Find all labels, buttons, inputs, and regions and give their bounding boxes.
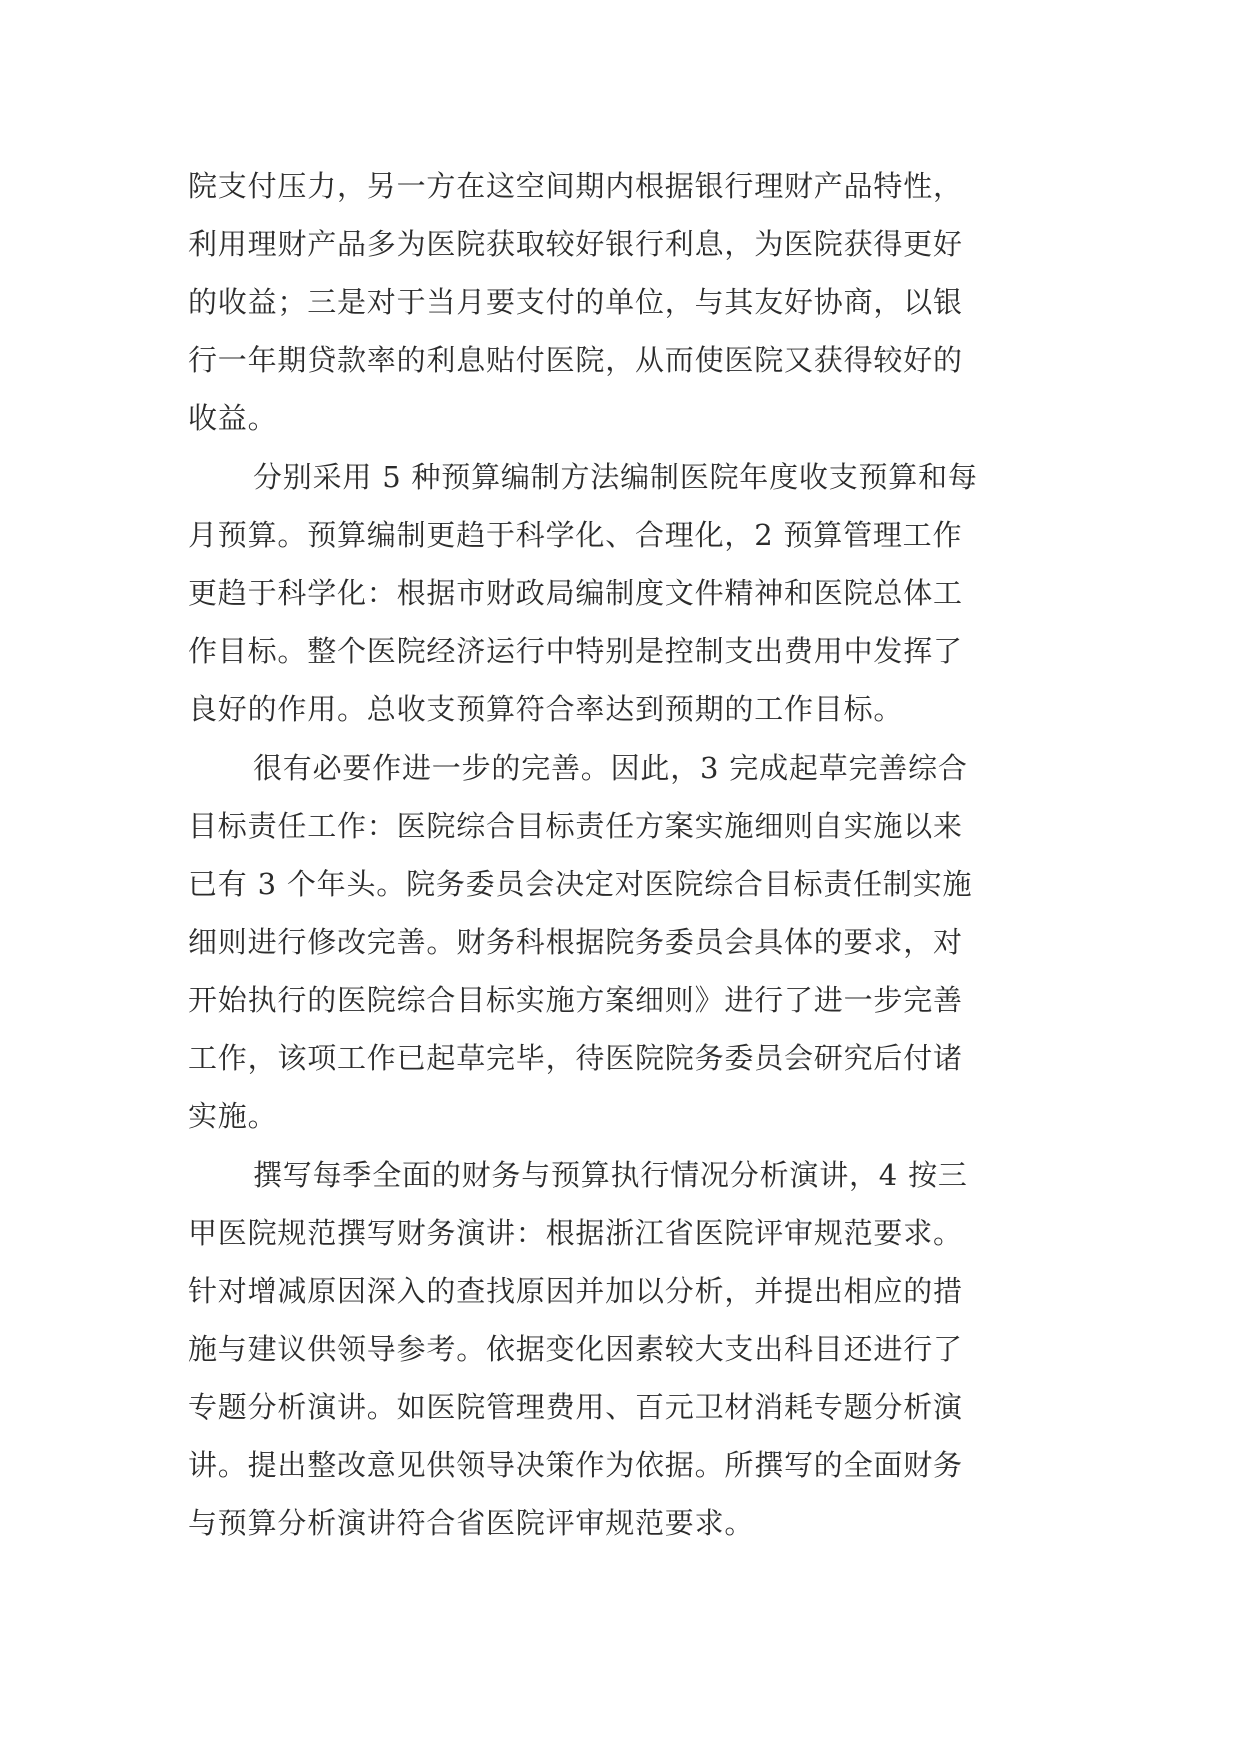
text-line: 良好的作用。总收支预算符合率达到预期的工作目标。 xyxy=(188,692,904,726)
text-line: 开始执行的医院综合目标实施方案细则》进行了进一步完善 xyxy=(188,983,963,1017)
text-line: 与预算分析演讲符合省医院评审规范要求。 xyxy=(188,1506,755,1540)
text-line: 利用理财产品多为医院获取较好银行利息，为医院获得更好 xyxy=(188,227,963,261)
text-line: 施与建议供领导参考。依据变化因素较大支出科目还进行了 xyxy=(188,1332,963,1366)
text-line: 目标责任工作：医院综合目标责任方案实施细则自实施以来 xyxy=(188,809,963,843)
text-line: 的收益；三是对于当月要支付的单位，与其友好协商，以银 xyxy=(188,285,963,319)
text-line: 工作，该项工作已起草完毕，待医院院务委员会研究后付诸 xyxy=(188,1041,963,1075)
paragraph-first-line: 很有必要作进一步的完善。因此，3 完成起草完善综合 xyxy=(253,751,968,785)
text-line: 专题分析演讲。如医院管理费用、百元卫材消耗专题分析演 xyxy=(188,1390,963,1424)
text-line: 甲医院规范撰写财务演讲：根据浙江省医院评审规范要求。 xyxy=(188,1216,963,1250)
paragraph-first-line: 分别采用 5 种预算编制方法编制医院年度收支预算和每 xyxy=(253,460,978,494)
text-line: 实施。 xyxy=(188,1099,278,1133)
text-line: 收益。 xyxy=(188,401,278,435)
text-line: 针对增减原因深入的查找原因并加以分析，并提出相应的措 xyxy=(188,1274,963,1308)
paragraph-first-line: 撰写每季全面的财务与预算执行情况分析演讲，4 按三 xyxy=(253,1158,968,1192)
text-line: 已有 3 个年头。院务委员会决定对医院综合目标责任制实施 xyxy=(188,867,973,901)
text-line: 院支付压力，另一方在这空间期内根据银行理财产品特性， xyxy=(188,169,963,203)
text-line: 作目标。整个医院经济运行中特别是控制支出费用中发挥了 xyxy=(188,634,963,668)
text-line: 更趋于科学化：根据市财政局编制度文件精神和医院总体工 xyxy=(188,576,963,610)
text-line: 行一年期贷款率的利息贴付医院，从而使医院又获得较好的 xyxy=(188,343,963,377)
text-line: 细则进行修改完善。财务科根据院务委员会具体的要求，对 xyxy=(188,925,963,959)
text-line: 月预算。预算编制更趋于科学化、合理化，2 预算管理工作 xyxy=(188,518,963,552)
text-line: 讲。提出整改意见供领导决策作为依据。所撰写的全面财务 xyxy=(188,1448,963,1482)
